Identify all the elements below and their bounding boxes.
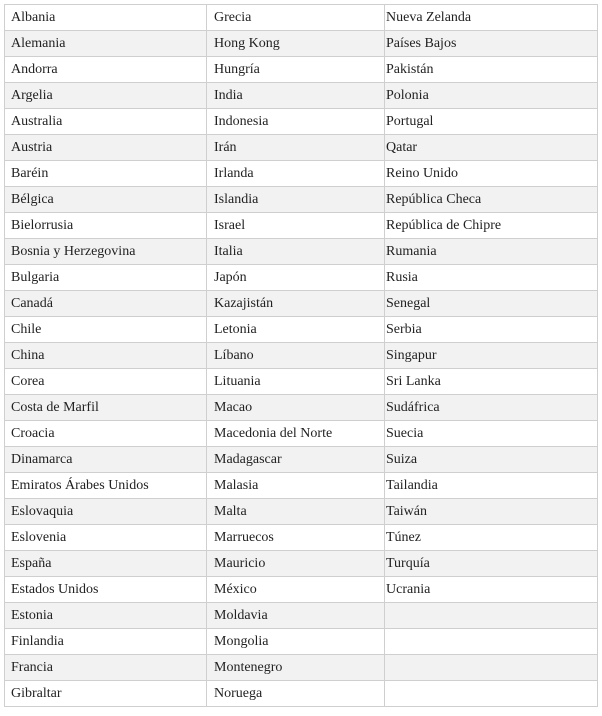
country-cell: Portugal xyxy=(385,109,598,135)
country-cell: India xyxy=(207,83,385,109)
country-table-container xyxy=(4,4,598,707)
country-cell: Malta xyxy=(207,499,385,525)
country-cell xyxy=(385,603,598,629)
country-cell: Chile xyxy=(5,317,207,343)
country-cell: España xyxy=(5,551,207,577)
country-cell xyxy=(385,655,598,681)
country-cell: Andorra xyxy=(5,57,207,83)
country-cell: Rumania xyxy=(385,239,598,265)
country-cell: Macedonia del Norte xyxy=(207,421,385,447)
country-cell: Nueva Zelanda xyxy=(385,5,598,31)
country-cell: República de Chipre xyxy=(385,213,598,239)
table-row xyxy=(5,57,598,83)
country-cell: Lituania xyxy=(207,369,385,395)
country-cell: Países Bajos xyxy=(385,31,598,57)
country-cell: Alemania xyxy=(5,31,207,57)
country-cell: Bosnia y Herzegovina xyxy=(5,239,207,265)
country-cell: Canadá xyxy=(5,291,207,317)
table-row xyxy=(5,31,598,57)
country-cell: Indonesia xyxy=(207,109,385,135)
table-row xyxy=(5,109,598,135)
table-row xyxy=(5,395,598,421)
country-cell: Italia xyxy=(207,239,385,265)
country-cell: Túnez xyxy=(385,525,598,551)
country-cell: Polonia xyxy=(385,83,598,109)
country-cell: Sri Lanka xyxy=(385,369,598,395)
country-cell: Baréin xyxy=(5,161,207,187)
table-row xyxy=(5,317,598,343)
country-cell: Corea xyxy=(5,369,207,395)
table-row xyxy=(5,369,598,395)
country-cell: Serbia xyxy=(385,317,598,343)
country-cell: Reino Unido xyxy=(385,161,598,187)
country-cell: Moldavia xyxy=(207,603,385,629)
country-cell: Francia xyxy=(5,655,207,681)
country-cell: Bielorrusia xyxy=(5,213,207,239)
country-cell: Bélgica xyxy=(5,187,207,213)
table-row xyxy=(5,83,598,109)
country-table xyxy=(4,4,598,707)
country-cell: Irán xyxy=(207,135,385,161)
country-cell: China xyxy=(5,343,207,369)
table-row xyxy=(5,629,598,655)
country-cell: Gibraltar xyxy=(5,681,207,707)
table-row xyxy=(5,525,598,551)
country-cell: Hungría xyxy=(207,57,385,83)
table-row xyxy=(5,499,598,525)
country-cell: Bulgaria xyxy=(5,265,207,291)
table-row xyxy=(5,603,598,629)
country-cell: Eslovenia xyxy=(5,525,207,551)
country-cell: República Checa xyxy=(385,187,598,213)
country-cell: Qatar xyxy=(385,135,598,161)
country-cell: Suiza xyxy=(385,447,598,473)
country-cell: Estados Unidos xyxy=(5,577,207,603)
table-row xyxy=(5,421,598,447)
table-row xyxy=(5,135,598,161)
country-cell xyxy=(385,681,598,707)
country-cell: Mongolia xyxy=(207,629,385,655)
country-cell: Singapur xyxy=(385,343,598,369)
table-row xyxy=(5,265,598,291)
country-cell: Islandia xyxy=(207,187,385,213)
country-cell: Argelia xyxy=(5,83,207,109)
table-row xyxy=(5,577,598,603)
country-cell: Finlandia xyxy=(5,629,207,655)
country-cell: Kazajistán xyxy=(207,291,385,317)
table-row xyxy=(5,213,598,239)
country-cell: Croacia xyxy=(5,421,207,447)
table-row xyxy=(5,291,598,317)
country-cell: Japón xyxy=(207,265,385,291)
country-cell: Taiwán xyxy=(385,499,598,525)
table-row xyxy=(5,655,598,681)
country-cell: Sudáfrica xyxy=(385,395,598,421)
country-cell: Mauricio xyxy=(207,551,385,577)
country-cell: Malasia xyxy=(207,473,385,499)
country-cell: Macao xyxy=(207,395,385,421)
country-cell: Emiratos Árabes Unidos xyxy=(5,473,207,499)
country-cell: Hong Kong xyxy=(207,31,385,57)
country-cell: Turquía xyxy=(385,551,598,577)
country-cell: Montenegro xyxy=(207,655,385,681)
table-row xyxy=(5,551,598,577)
country-cell: Marruecos xyxy=(207,525,385,551)
country-cell: Australia xyxy=(5,109,207,135)
country-cell: Tailandia xyxy=(385,473,598,499)
country-cell: Noruega xyxy=(207,681,385,707)
country-cell: Líbano xyxy=(207,343,385,369)
country-cell: Austria xyxy=(5,135,207,161)
country-cell: Pakistán xyxy=(385,57,598,83)
country-cell: Dinamarca xyxy=(5,447,207,473)
table-row xyxy=(5,5,598,31)
table-row xyxy=(5,473,598,499)
country-cell: Suecia xyxy=(385,421,598,447)
country-cell: Letonia xyxy=(207,317,385,343)
country-table-body xyxy=(5,5,598,707)
country-cell: Senegal xyxy=(385,291,598,317)
country-cell: Grecia xyxy=(207,5,385,31)
country-cell xyxy=(385,629,598,655)
country-cell: Rusia xyxy=(385,265,598,291)
country-cell: Estonia xyxy=(5,603,207,629)
country-cell: Costa de Marfil xyxy=(5,395,207,421)
country-cell: Ucrania xyxy=(385,577,598,603)
table-row xyxy=(5,447,598,473)
country-cell: Israel xyxy=(207,213,385,239)
country-cell: Madagascar xyxy=(207,447,385,473)
country-cell: Eslovaquia xyxy=(5,499,207,525)
table-row xyxy=(5,187,598,213)
table-row xyxy=(5,161,598,187)
country-cell: México xyxy=(207,577,385,603)
table-row xyxy=(5,239,598,265)
table-row xyxy=(5,681,598,707)
country-cell: Albania xyxy=(5,5,207,31)
country-cell: Irlanda xyxy=(207,161,385,187)
table-row xyxy=(5,343,598,369)
